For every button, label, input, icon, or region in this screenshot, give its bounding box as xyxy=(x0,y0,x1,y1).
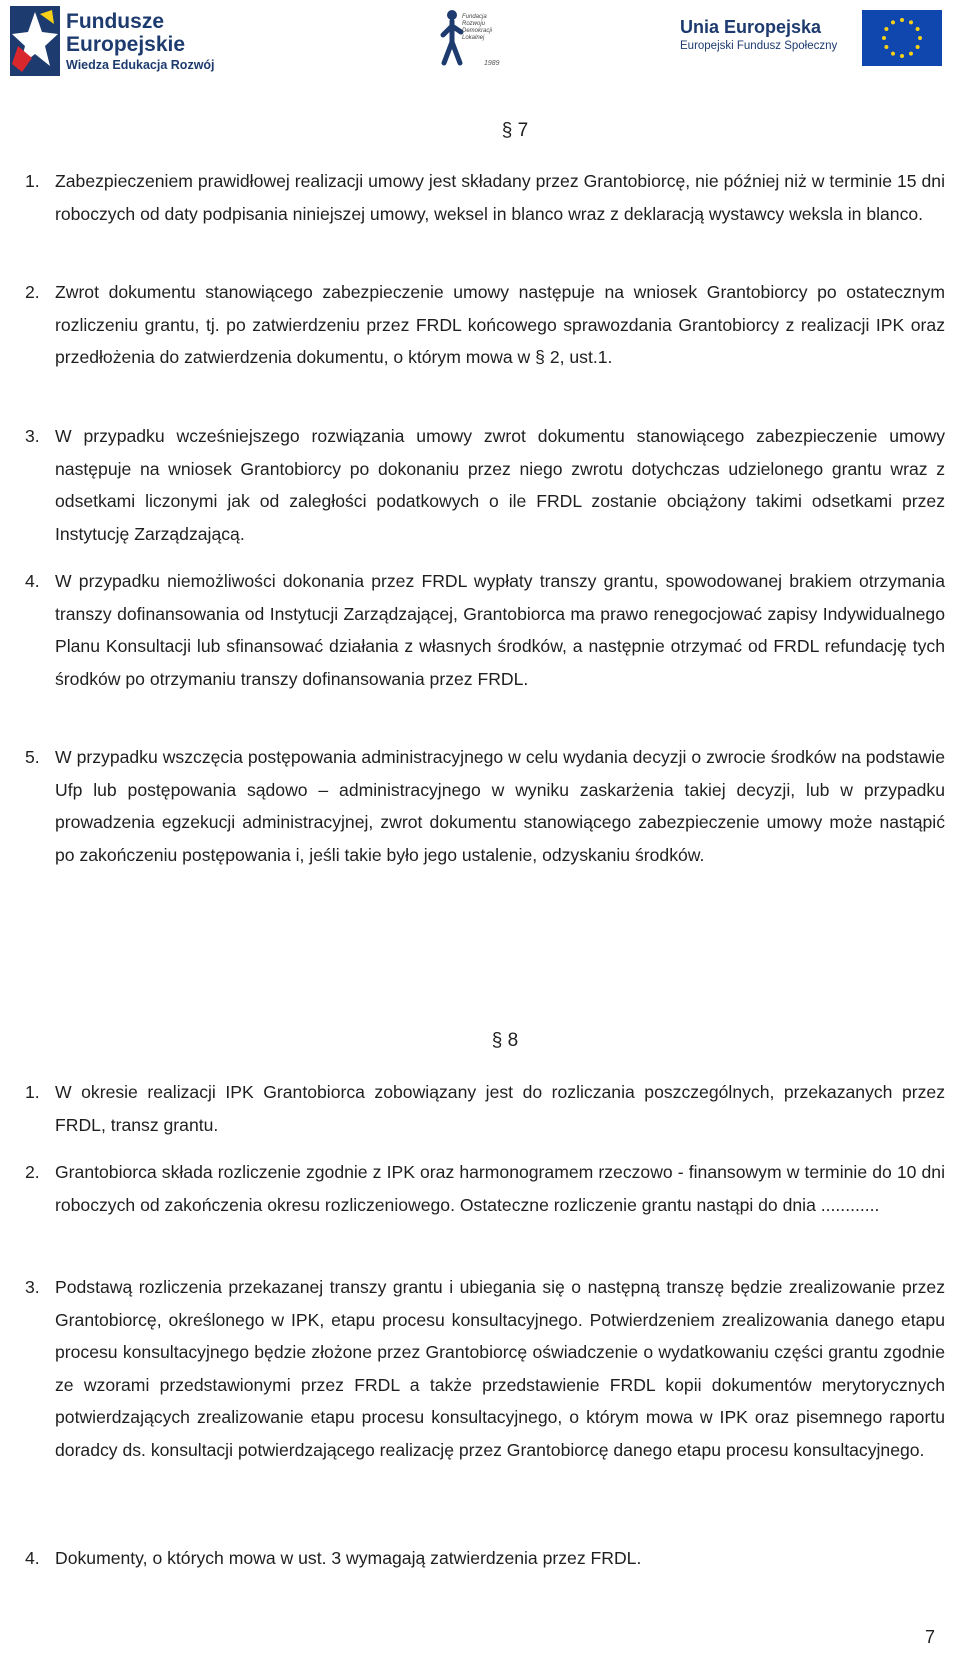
item-number: 4. xyxy=(25,571,40,591)
unia-europejska-logo xyxy=(680,10,950,70)
frdl-logo xyxy=(440,8,512,74)
section-7-item-4 xyxy=(25,565,945,695)
item-text: W okresie realizacji IPK Grantobiorca zobowiązany jest do rozliczania poszczególnych, przekazanych przez FRDL, transz grantu. xyxy=(55,1082,945,1135)
section-8-title: § 8 xyxy=(491,1030,519,1051)
section-7-item-3 xyxy=(25,420,945,550)
ue-logo-line2: Europejski Fundusz Społeczny xyxy=(680,40,838,52)
fundusze-europejskie-logo xyxy=(10,6,240,78)
fe-logo-line3: Wiedza Edukacja Rozwój xyxy=(66,58,215,72)
item-text: Podstawą rozliczenia przekazanej transzy grantu i ubiegania się o następną transzę będzie zrealizowanie przez Grantobiorcę, określonego w IPK, etapu procesu konsultacyjnego. Potwierdzeniem zrealizowania danego etapu procesu konsultacyjnego będzie złożone przez Grantobiorcę oświadczenie o wydatkowaniu części grantu zgodnie ze wzorami przedstawionymi przez FRDL a także przedstawienie FRDL kopii dokumentów merytorycznych potwierdzających zrealizowanie etapu procesu konsultacyjnego, o którym mowa w IPK oraz pisemnego raportu doradcy ds. konsultacji potwierdzającego realizację przez Grantobiorcę danego etapu procesu konsultacyjnego. xyxy=(55,1277,945,1460)
item-text: Zabezpieczeniem prawidłowej realizacji umowy jest składany przez Grantobiorcę, nie później niż w terminie 15 dni roboczych od daty podpisania niniejszej umowy, weksel in blanco wraz z deklaracją wystawcy weksla in blanco. xyxy=(55,171,945,224)
section-8-item-4 xyxy=(25,1542,945,1575)
item-number: 2. xyxy=(25,1162,40,1182)
section-7-item-5 xyxy=(25,741,945,871)
ue-logo-line1: Unia Europejska xyxy=(680,17,822,37)
section-8-item-1 xyxy=(25,1076,945,1141)
item-number: 1. xyxy=(25,171,40,191)
section-7-item-2 xyxy=(25,276,945,374)
item-text: Grantobiorca składa rozliczenie zgodnie z IPK oraz harmonogramem rzeczowo - finansowym w terminie do 10 dni roboczych od zakończenia okresu rozliczeniowego. Ostateczne rozliczenie grantu nastąpi do dnia ............ xyxy=(55,1162,945,1215)
item-number: 3. xyxy=(25,426,40,446)
item-text: Zwrot dokumentu stanowiącego zabezpieczenie umowy następuje na wniosek Grantobiorcy po ostatecznym rozliczeniu grantu, tj. po zatwierdzeniu przez FRDL końcowego sprawozdania Grantobiorcy z realizacji IPK oraz przedłożenia do zatwierdzenia dokumentu, o którym mowa w § 2, ust.1. xyxy=(55,282,945,367)
fe-logo-line2: Europejskie xyxy=(66,33,186,56)
eu-flag-icon xyxy=(862,10,942,66)
frdl-logo-year: 1989 xyxy=(484,60,500,67)
item-text: W przypadku niemożliwości dokonania przez FRDL wypłaty transzy grantu, spowodowanej brakiem otrzymania transzy dofinansowania od Instytucji Zarządzającej, Grantobiorca ma prawo renegocjować zapisy Indywidualnego Planu Konsultacji lub sfinansować działania z własnych środków, a następnie otrzymać od FRDL refundację tych środków po otrzymaniu transzy dofinansowania przez FRDL. xyxy=(55,571,945,689)
item-number: 3. xyxy=(25,1277,40,1297)
fe-logo-line1: Fundusze xyxy=(66,10,164,33)
item-text: W przypadku wszczęcia postępowania administracyjnego w celu wydania decyzji o zwrocie środków na podstawie Ufp lub postępowania sądowo – administracyjnego w wyniku zaskarżenia takiej decyzji, lub w przypadku prowadzenia egzekucji administracyjnej, zwrot dokumentu stanowiącego zabezpieczenie umowy może nastąpić po zakończeniu postępowania i, jeśli takie było jego ustalenie, odzyskaniu środków. xyxy=(55,747,945,865)
page-number: 7 xyxy=(924,1627,935,1647)
section-8-item-2 xyxy=(25,1156,945,1221)
section-8-item-3 xyxy=(25,1271,945,1466)
item-number: 4. xyxy=(25,1548,40,1568)
item-number: 1. xyxy=(25,1082,40,1102)
item-text: W przypadku wcześniejszego rozwiązania umowy zwrot dokumentu stanowiącego zabezpieczenie umowy następuje na wniosek Grantobiorcy po dokonaniu przez niego zwrotu dotychczas udzielonego grantu wraz z odsetkami liczonymi jak od zaległości podatkowych o ile FRDL zostanie obciążony takimi odsetkami przez Instytucję Zarządzającą. xyxy=(55,426,945,544)
item-number: 2. xyxy=(25,282,40,302)
page-header xyxy=(0,0,960,90)
section-7-item-1 xyxy=(25,165,945,230)
fe-star-icon xyxy=(10,6,60,76)
section-7-title: § 7 xyxy=(501,120,529,141)
item-text: Dokumenty, o których mowa w ust. 3 wymagają zatwierdzenia przez FRDL. xyxy=(55,1548,642,1568)
item-number: 5. xyxy=(25,747,40,767)
frdl-figure-icon xyxy=(440,8,464,68)
frdl-logo-text: Fundacja Rozwoju Demokracji Lokalnej xyxy=(462,14,493,41)
